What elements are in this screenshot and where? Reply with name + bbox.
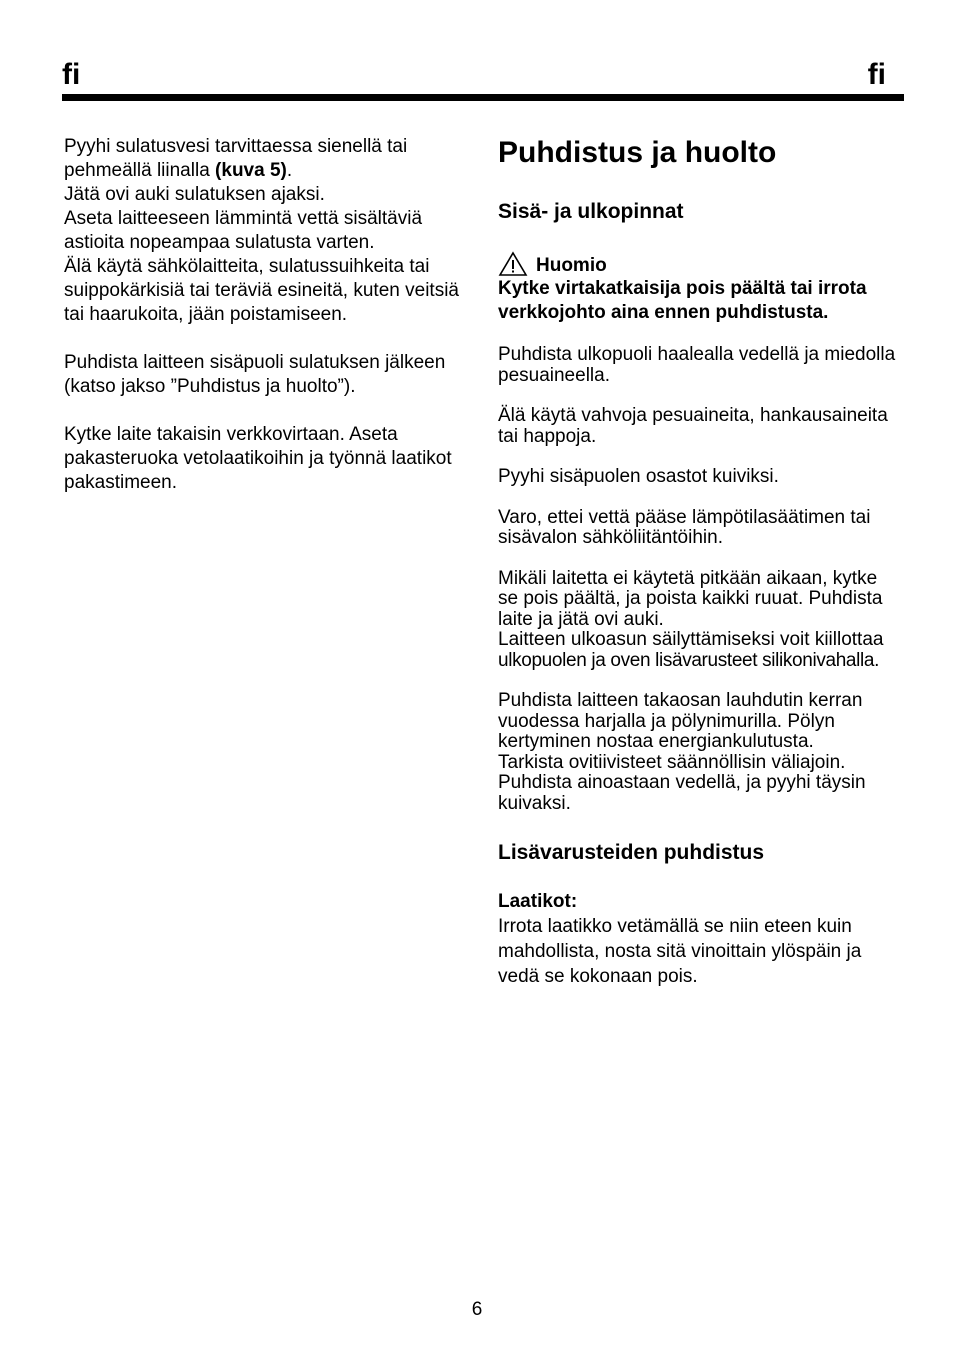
text-line: (katso jakso ”Puhdistus ja huolto”). [64,376,356,397]
drawers-label: Laatikot: [498,891,578,912]
text-line: pakasteruoka vetolaatikoihin ja työnnä laatikot [64,448,452,469]
dry-interior-paragraph [498,467,910,488]
text-fragment: pehmeällä liinalla [64,160,216,181]
text-line: Älä käytä sähkölaitteita, sulatussuihkeita tai [64,256,430,277]
header-divider [62,94,904,101]
text-line: Varo, ettei vettä pääse lämpötilasäätimen tai [498,506,871,528]
text-line: tai happoja. [498,425,597,447]
page-title: Puhdistus ja huolto [498,136,777,169]
text-line: ulkopuolen ja oven lisävarusteet silikonivahalla. [498,649,880,671]
text-line: mahdollista, nosta sitä vinoittain ylöspäin ja [498,941,862,962]
text-line: Puhdista laitteen takaosan lauhdutin kerran [498,690,863,711]
warning-text [498,277,910,325]
clean-after-defrost-paragraph [64,351,476,399]
section-heading: Lisävarusteiden puhdistus [498,841,765,864]
text-line: Pyyhi sisäpuolen osastot kuiviksi. [498,466,779,487]
warning-label: Huomio [536,255,607,276]
text-line: Mikäli laitetta ei käytetä pitkään aikaan, kytke [498,567,878,589]
text-line: Aseta laitteeseen lämmintä vettä sisältäviä [64,208,423,229]
condenser-cleaning-paragraph [498,691,910,814]
reconnect-paragraph [64,423,476,495]
text-line: tai haarukoita, jään poistamiseen. [64,304,348,325]
text-line: astioita nopeampaa sulatusta varten. [64,232,375,253]
text-line: vedä se kokonaan pois. [498,966,698,987]
right-column [498,135,910,989]
section-heading: Sisä- ja ulkopinnat [498,200,684,223]
text-fragment: . [286,160,293,181]
text-line: Kytke laite takaisin verkkovirtaan. Aseta [64,424,398,445]
long-term-storage-paragraph [498,569,910,672]
drawers-instructions [498,914,910,989]
text-line: Kytke virtakatkaisija pois päältä tai irrota [498,278,867,299]
text-line: Pyyhi sulatusvesi tarvittaessa sienellä tai [64,136,408,157]
exterior-cleaning-paragraph [498,345,910,386]
text-line: Jätä ovi auki sulatuksen ajaksi. [64,184,325,205]
language-label-right: fi [867,58,886,91]
defrost-paragraph [64,135,476,327]
text-line: Älä käytä vahvoja pesuaineita, hankausaineita [498,405,888,426]
electrical-caution-paragraph [498,508,910,549]
page-number: 6 [471,1299,483,1320]
text-line: Irrota laatikko vetämällä se niin eteen kuin [498,916,852,937]
figure-reference: (kuva 5) [215,160,287,181]
text-line: sisävalon sähköliitäntöihin. [498,527,723,548]
warning-block [498,251,910,325]
text-line: Puhdista laitteen sisäpuoli sulatuksen jälkeen [64,352,446,373]
text-line: Puhdista ainoastaan vedellä, ja pyyhi täysin [498,772,866,793]
warning-triangle-icon [498,251,528,277]
left-column [64,135,476,519]
text-line: Puhdista ulkopuoli haalealla vedellä ja miedolla [498,344,896,365]
text-line: se pois päältä, ja poista kaikki ruuat. Puhdista [498,588,883,609]
text-line: vuodessa harjalla ja pölynimurilla. Pölyn [498,710,835,732]
text-line: Tarkista ovitiivisteet säännöllisin väliajoin. [498,751,846,773]
text-line [64,159,476,183]
text-line: verkkojohto aina ennen puhdistusta. [498,302,829,323]
text-line: kuivaksi. [498,792,571,814]
detergent-warning-paragraph [498,406,910,447]
text-line: pesuaineella. [498,364,610,386]
text-line: suippokärkisiä tai teräviä esineitä, kuten veitsiä [64,280,459,301]
warning-header [498,251,910,277]
text-line: pakastimeen. [64,472,178,493]
text-line: laite ja jätä ovi auki. [498,608,664,630]
language-label-left: fi [62,58,81,91]
text-line: Laitteen ulkoasun säilyttämiseksi voit kiillottaa [498,629,884,650]
text-line: kertyminen nostaa energiankulutusta. [498,731,814,752]
